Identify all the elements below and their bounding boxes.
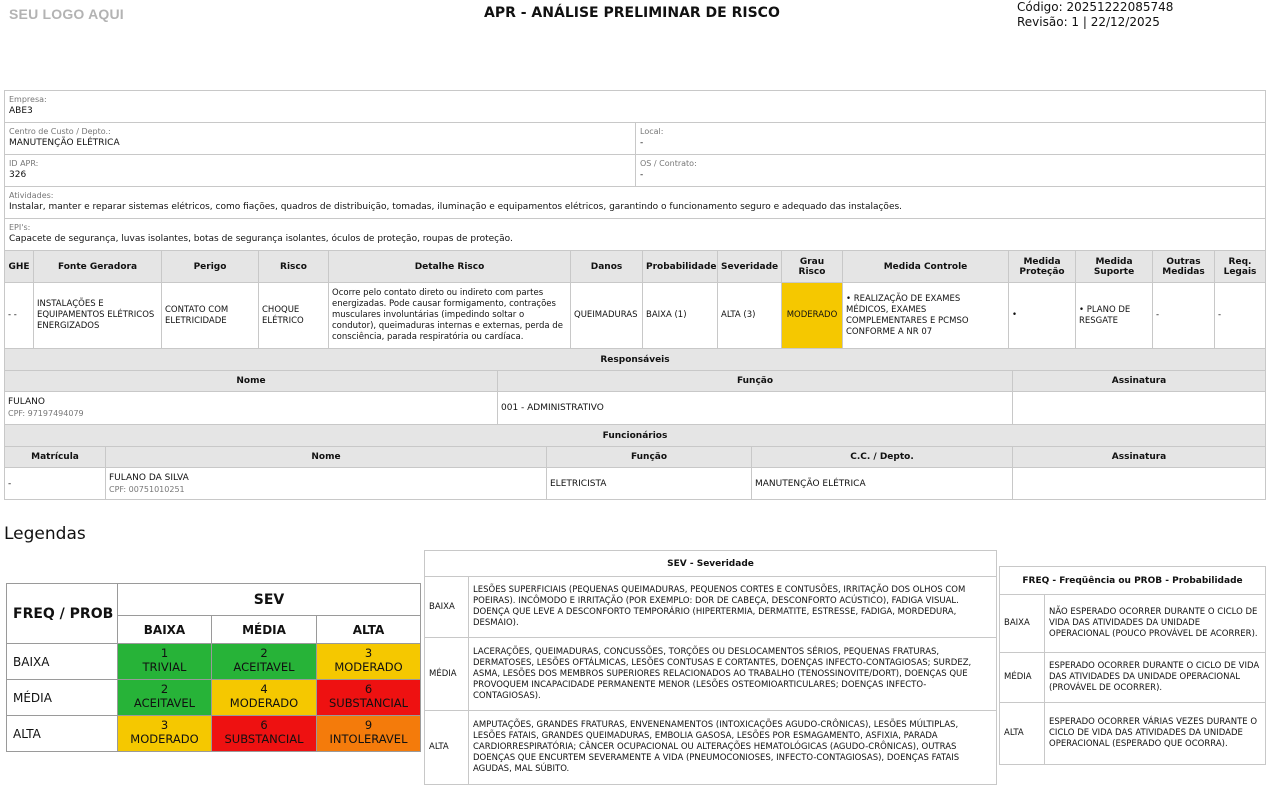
sev-level: ALTA xyxy=(425,711,469,785)
local-field xyxy=(636,123,1266,155)
responsaveis-table xyxy=(4,348,1266,425)
info-table xyxy=(4,90,1266,251)
cell-fonte-geradora: INSTALAÇÕES E EQUIPAMENTOS ELÉTRICOS ENERGIZADOS xyxy=(34,283,162,349)
matrix-cell-num: 6 xyxy=(260,718,268,732)
matrix-cell-num: 4 xyxy=(260,682,268,696)
matrix-cell-text: TRIVIAL xyxy=(142,660,187,674)
resp-nome-cell xyxy=(5,392,498,425)
func-col-funcao: Função xyxy=(547,447,752,468)
matrix-cell xyxy=(118,716,212,752)
atividades-value: Instalar, manter e reparar sistemas elétricos, como fiações, quadros de distribuição, tomadas, iluminação e equipamentos elétricos, garantindo o funcionamento seguro e adequado das instalações. xyxy=(9,202,903,212)
func-matricula: - xyxy=(5,468,106,500)
func-col-matricula: Matrícula xyxy=(5,447,106,468)
col-grau-risco: Grau Risco xyxy=(782,251,843,283)
centro-custo-label: Centro de Custo / Depto.: xyxy=(9,127,111,136)
resp-nome: FULANO xyxy=(8,397,45,407)
matrix-cell-num: 3 xyxy=(364,646,373,660)
severidade-title: SEV - Severidade xyxy=(425,551,997,577)
matrix-cell xyxy=(118,680,212,716)
freq-level: BAIXA xyxy=(1000,595,1045,653)
cell-risco: CHOQUE ELÉTRICO xyxy=(259,283,329,349)
os-contrato-field xyxy=(636,155,1266,187)
table-row xyxy=(425,577,997,638)
atividades-label: Atividades: xyxy=(9,191,54,200)
os-contrato-value: - xyxy=(640,170,644,180)
matrix-cell-num: 2 xyxy=(260,646,268,660)
matrix-row-label: MÉDIA xyxy=(7,680,118,716)
empresa-value: ABE3 xyxy=(9,106,33,116)
table-row xyxy=(425,711,997,785)
func-cpf: CPF: 00751010251 xyxy=(109,484,185,494)
cell-outras-medidas: - xyxy=(1153,283,1215,349)
freq-level: ALTA xyxy=(1000,703,1045,765)
col-medida-suporte: Medida Suporte xyxy=(1076,251,1153,283)
freq-description: ESPERADO OCORRER VÁRIAS VEZES DURANTE O CICLO DE VIDA DAS ATIVIDADES DA UNIDADE OPERACIONAL (ESPERADO QUE OCORRA). xyxy=(1045,703,1266,765)
func-col-cc: C.C. / Depto. xyxy=(752,447,1013,468)
matrix-row-label: ALTA xyxy=(7,716,118,752)
matrix-cell xyxy=(317,680,421,716)
risk-row xyxy=(5,283,1266,349)
matrix-cell-text: SUBSTANCIAL xyxy=(329,696,409,710)
sev-description: AMPUTAÇÕES, GRANDES FRATURAS, ENVENENAMENTOS (INTOXICAÇÕES AGUDO-CRÔNICAS), LESÕES MÚLTIPLAS, LESÕES FATAIS, GRANDES QUEIMADURAS, EMBOLIA GASOSA, LESÕES POR ESMAGAMENTO, ASFIXIA, PARADA CARDIORRESPIRATÓRIA; CÂNCER OCUPACIONAL OU ALTERAÇÕES HEMATOLÓGICAS (AGUDO-CRÔNICAS), OUTRAS DOENÇAS QUE ENCURTEM SEVERAMENTE A VIDA (PNEUMOCONIOSES, INFECTO-CONTAGIOSAS), DOENÇAS FATAIS AGUDAS, MAL SÚBITO. xyxy=(469,711,997,785)
freq-description: NÃO ESPERADO OCORRER DURANTE O CICLO DE VIDA DAS ATIVIDADES DA UNIDADE OPERACIONAL (POUCO PROVÁVEL DE ACORRER). xyxy=(1045,595,1266,653)
matrix-col-alta: ALTA xyxy=(317,616,421,644)
id-apr-value: 326 xyxy=(9,170,27,180)
col-fonte-geradora: Fonte Geradora xyxy=(34,251,162,283)
col-danos: Danos xyxy=(571,251,643,283)
empresa-label: Empresa: xyxy=(9,95,47,104)
resp-col-nome: Nome xyxy=(5,371,498,392)
sev-description: LESÕES SUPERFICIAIS (PEQUENAS QUEIMADURAS, PEQUENOS CORTES E CONTUSÕES, IRRITAÇÃO DOS OLHOS COM POEIRAS). INCÔMODO E IRRITAÇÃO (POR EXEMPLO: DOR DE CABEÇA, DESCONFORTO ACÚSTICO), FADIGA VISUAL. DOENÇA QUE LEVE A DESCONFORTO TEMPORÁRIO (HIPERTERMIA, DERMATITE, ESTRESSE, FADIGA, MORDEDURA, DESMAIO). xyxy=(469,577,997,638)
cell-grau-risco: MODERADO xyxy=(782,283,843,349)
risk-matrix xyxy=(6,583,421,752)
frequencia-table xyxy=(999,566,1266,765)
document-meta xyxy=(1017,0,1173,30)
matrix-cell xyxy=(212,716,317,752)
document-code: Código: 20251222085748 xyxy=(1017,0,1174,14)
matrix-cell-text: MODERADO xyxy=(334,660,403,674)
epis-value: Capacete de segurança, luvas isolantes, botas de segurança isolantes, óculos de proteção, roupas de proteção. xyxy=(9,234,513,244)
table-row xyxy=(5,392,1266,425)
matrix-cell-num: 1 xyxy=(160,646,169,660)
matrix-cell-text: INTOLERAVEL xyxy=(329,732,408,746)
matrix-sev-title: SEV xyxy=(118,584,421,616)
table-row xyxy=(1000,703,1266,765)
id-apr-label: ID APR: xyxy=(9,159,39,168)
matrix-cell xyxy=(212,680,317,716)
matrix-cell-text: SUBSTANCIAL xyxy=(224,732,304,746)
matrix-cell-text: ACEITAVEL xyxy=(133,696,196,710)
resp-col-assinatura: Assinatura xyxy=(1013,371,1266,392)
table-row xyxy=(5,468,1266,500)
col-detalhe-risco: Detalhe Risco xyxy=(329,251,571,283)
table-row xyxy=(425,638,997,711)
matrix-cell xyxy=(118,644,212,680)
cell-perigo: CONTATO COM ELETRICIDADE xyxy=(162,283,259,349)
matrix-col-baixa: BAIXA xyxy=(118,616,212,644)
cell-detalhe-risco: Ocorre pelo contato direto ou indireto com partes energizadas. Pode causar formigamento, contrações musculares involuntárias (impedindo soltar o condutor), queimaduras internas e externas, perda de consciência, parada respiratória ou cardíaca. xyxy=(329,283,571,349)
func-assinatura xyxy=(1013,468,1266,500)
cell-ghe: - - xyxy=(5,283,34,349)
freq-description: ESPERADO OCORRER DURANTE O CICLO DE VIDA DAS ATIVIDADES DA UNIDADE OPERACIONAL (PROVÁVEL DE OCORRER). xyxy=(1045,653,1266,703)
func-cc: MANUTENÇÃO ELÉTRICA xyxy=(752,468,1013,500)
cell-danos: QUEIMADURAS xyxy=(571,283,643,349)
local-label: Local: xyxy=(640,127,664,136)
resp-assinatura xyxy=(1013,392,1266,425)
document-revision: Revisão: 1 | 22/12/2025 xyxy=(1017,15,1160,29)
col-risco: Risco xyxy=(259,251,329,283)
cell-probabilidade: BAIXA (1) xyxy=(643,283,718,349)
frequencia-title: FREQ - Freqüência ou PROB - Probabilidade xyxy=(1000,567,1266,595)
centro-custo-value: MANUTENÇÃO ELÉTRICA xyxy=(9,138,120,148)
epis-label: EPI's: xyxy=(9,223,31,232)
matrix-row-media xyxy=(7,680,421,716)
legend-title: Legendas xyxy=(4,524,86,544)
cell-medida-protecao: • xyxy=(1009,283,1076,349)
funcionarios-table xyxy=(4,424,1266,500)
atividades-field xyxy=(5,187,1266,219)
func-col-assinatura: Assinatura xyxy=(1013,447,1266,468)
func-col-nome: Nome xyxy=(106,447,547,468)
matrix-corner: FREQ / PROB xyxy=(7,584,118,644)
matrix-cell-num: 6 xyxy=(364,682,373,696)
func-nome: FULANO DA SILVA xyxy=(109,472,189,483)
matrix-row-baixa xyxy=(7,644,421,680)
table-row xyxy=(1000,653,1266,703)
col-probabilidade: Probabilidade xyxy=(643,251,718,283)
resp-funcao: 001 - ADMINISTRATIVO xyxy=(498,392,1013,425)
matrix-col-media: MÉDIA xyxy=(212,616,317,644)
func-funcao: ELETRICISTA xyxy=(547,468,752,500)
resp-cpf: CPF: 97197494079 xyxy=(8,409,84,418)
cell-severidade: ALTA (3) xyxy=(718,283,782,349)
centro-custo-field xyxy=(5,123,636,155)
matrix-cell-text: ACEITAVEL xyxy=(233,660,295,674)
col-outras-medidas: Outras Medidas xyxy=(1153,251,1215,283)
sev-description: LACERAÇÕES, QUEIMADURAS, CONCUSSÕES, TORÇÕES OU DESLOCAMENTOS SÉRIOS, PEQUENAS FRATURAS, DERMATOSES, LESÕES OFTÁLMICAS, LESÕES CONTUSAS E CORTANTES, DOENÇAS INFECTO-CONTAGIOSAS; SURDEZ, ASMA, LESÕES DOS MEMBROS SUPERIORES RELACIONADOS AO TRABALHO (TENOSSINOVITE/DORT), DOENÇAS QUE PROVOQUEM INCAPACIDADE PERMANENTE MENOR (LESÕES OSTEOMIOARTICULARES; DOENÇAS INFECTO-CONTAGIOSAS). xyxy=(469,638,997,711)
matrix-row-label: BAIXA xyxy=(7,644,118,680)
cell-req-legais: - xyxy=(1215,283,1266,349)
col-medida-protecao: Medida Proteção xyxy=(1009,251,1076,283)
responsaveis-title: Responsáveis xyxy=(5,349,1266,371)
os-contrato-label: OS / Contrato: xyxy=(640,159,697,168)
cell-medida-suporte: • PLANO DE RESGATE xyxy=(1076,283,1153,349)
cell-medida-controle: • REALIZAÇÃO DE EXAMES MÉDICOS, EXAMES COMPLEMENTARES E PCMSO CONFORME A NR 07 xyxy=(843,283,1009,349)
freq-level: MÉDIA xyxy=(1000,653,1045,703)
matrix-cell-num: 9 xyxy=(364,718,373,732)
col-severidade: Severidade xyxy=(718,251,782,283)
page-title: APR - ANÁLISE PRELIMINAR DE RISCO xyxy=(484,5,780,21)
matrix-row-alta xyxy=(7,716,421,752)
table-row xyxy=(1000,595,1266,653)
empresa-field xyxy=(5,91,1266,123)
matrix-cell-text: MODERADO xyxy=(130,732,199,746)
id-apr-field xyxy=(5,155,636,187)
risk-table xyxy=(4,250,1266,349)
sev-level: BAIXA xyxy=(425,577,469,638)
epis-field xyxy=(5,219,1266,251)
col-ghe: GHE xyxy=(5,251,34,283)
matrix-cell-text: MODERADO xyxy=(229,696,299,710)
col-req-legais: Req. Legais xyxy=(1215,251,1266,283)
resp-col-funcao: Função xyxy=(498,371,1013,392)
matrix-cell xyxy=(317,644,421,680)
matrix-cell-num: 3 xyxy=(160,718,169,732)
severidade-table xyxy=(424,550,997,785)
func-nome-cell xyxy=(106,468,547,500)
sev-level: MÉDIA xyxy=(425,638,469,711)
matrix-cell-num: 2 xyxy=(160,682,169,696)
matrix-cell xyxy=(317,716,421,752)
funcionarios-title: Funcionários xyxy=(5,425,1266,447)
company-logo: SEU LOGO AQUI xyxy=(9,6,124,22)
local-value: - xyxy=(640,138,644,148)
matrix-cell xyxy=(212,644,317,680)
col-perigo: Perigo xyxy=(162,251,259,283)
col-medida-controle: Medida Controle xyxy=(843,251,1009,283)
